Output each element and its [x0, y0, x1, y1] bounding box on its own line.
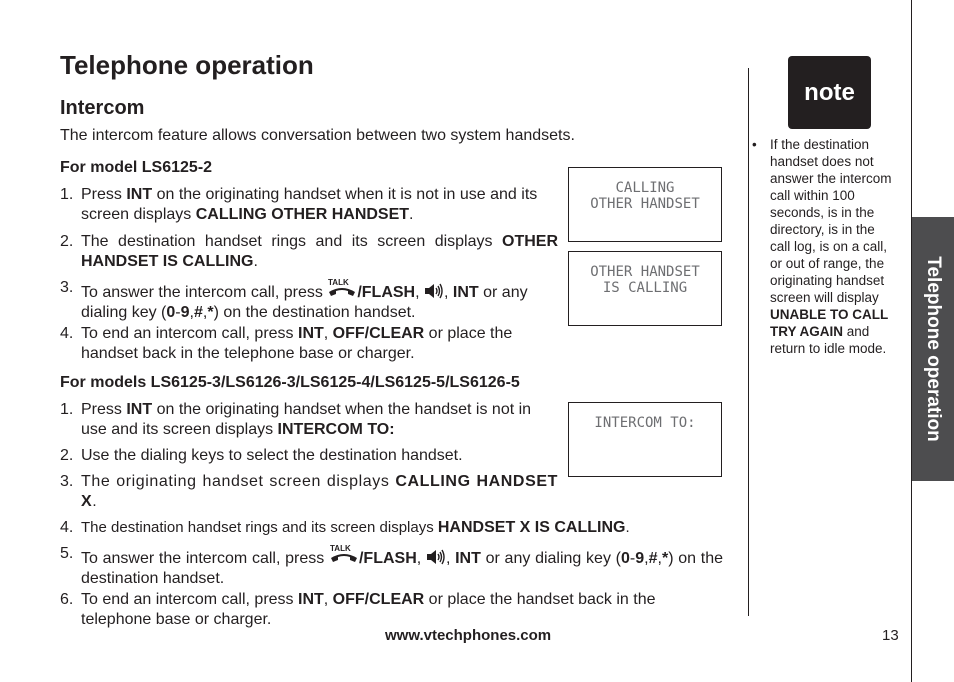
model-b-step-3: 3. The originating handset screen displays CALLING HANDSET X. — [60, 473, 558, 510]
model-a-step-2: 2. The destination handset rings and its screen displays OTHER HANDSET IS CALLING. — [60, 233, 558, 270]
column-divider — [748, 68, 749, 616]
svg-text:TALK: TALK — [329, 544, 351, 553]
model-a-step-3: 3. To answer the intercom call, press TALK /FLASH, , INT or any dialing key (0-9,#,*) on the destination handset. — [60, 278, 528, 321]
side-tab-label: Telephone operation — [923, 256, 944, 442]
model-b-step-1: 1. Press INT on the originating handset when the handset is not in use and its screen displays INTERCOM TO: — [60, 401, 532, 438]
screen-calling-other-handset: CALLING OTHER HANDSET — [568, 167, 722, 242]
model-b-step-5: 5. To answer the intercom call, press TALK /FLASH, , INT or any dialing key (0-9,#,*) on the destination handset. — [60, 544, 724, 587]
page-title: Telephone operation — [60, 50, 314, 80]
footer-url: www.vtechphones.com — [385, 627, 552, 644]
note-text: • If the destination handset does not answer the intercom call within 100 seconds, is in the directory, is in the call log, is on a call, or out of range, the originating handset screen will display UNABLE TO CALL TRY AGAIN and return to idle mode. — [752, 137, 892, 356]
model-a-step-4: 4. To end an intercom call, press INT, OFF/CLEAR or place the handset back in the telephone base or charger. — [60, 325, 513, 362]
model-a-step-1: 1. Press INT on the originating handset when it is not in use and its screen displays CALLING OTHER HANDSET. — [60, 186, 538, 223]
speakerphone-icon — [424, 283, 444, 299]
section-heading: Intercom — [60, 97, 145, 119]
svg-text:TALK: TALK — [328, 278, 350, 287]
side-tab — [912, 217, 954, 481]
page-number: 13 — [882, 627, 899, 644]
screen-other-handset-is-calling: OTHER HANDSET IS CALLING — [568, 251, 722, 326]
model-b-step-4: 4. The destination handset rings and its screen displays HANDSET X IS CALLING. — [60, 519, 630, 536]
talk-phone-icon — [327, 278, 357, 300]
model-b-heading: For models LS6125-3/LS6126-3/LS6125-4/LS6125-5/LS6126-5 — [60, 374, 520, 391]
model-b-step-2: 2. Use the dialing keys to select the destination handset. — [60, 447, 463, 464]
model-b-step-6: 6. To end an intercom call, press INT, OFF/CLEAR or place the handset back in the telephone base or charger. — [60, 591, 656, 628]
model-a-heading: For model LS6125-2 — [60, 159, 213, 176]
speakerphone-icon — [426, 549, 446, 565]
screen-intercom-to: INTERCOM TO: — [568, 402, 722, 477]
talk-phone-icon — [329, 544, 359, 566]
note-badge: note — [788, 56, 871, 129]
section-intro: The intercom feature allows conversation between two system handsets. — [60, 127, 575, 144]
